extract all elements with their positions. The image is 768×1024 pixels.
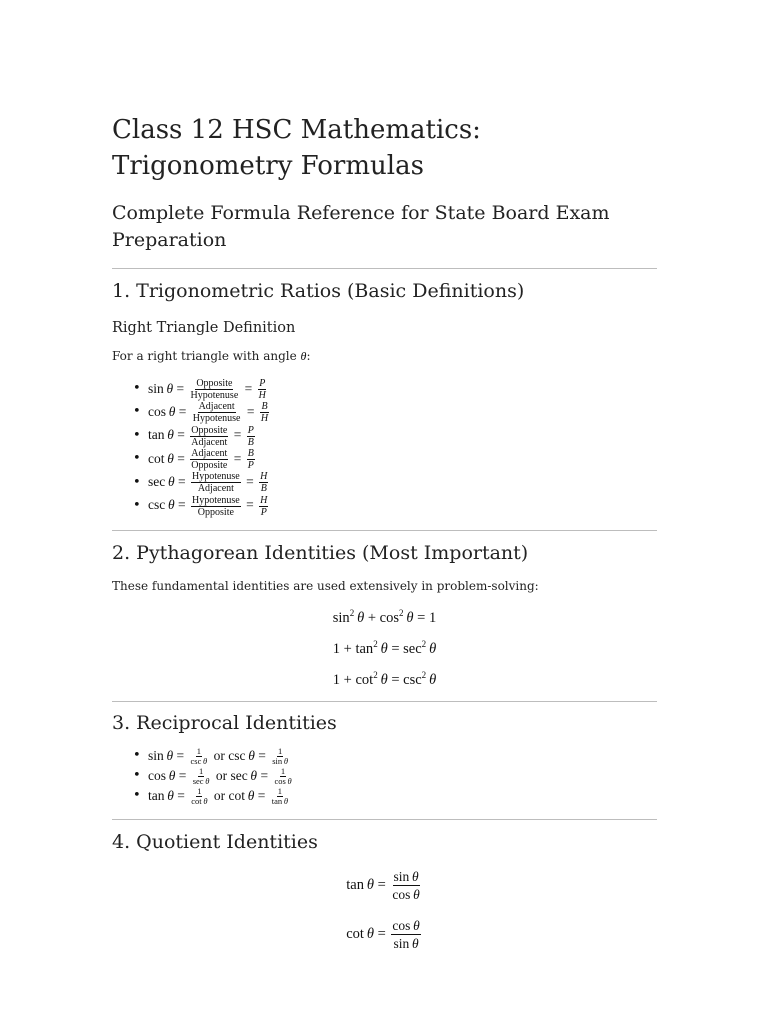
section-divider [112, 701, 657, 702]
ratio-item: • cot θ = $\frac{\text{Adjacent}}{\text{Opposite}}$ = $\frac{B}{P}$ [133, 448, 254, 472]
quotient-identity: cot θ = $\frac{\text{cos θ}}{\text{sin θ}}$ [346, 918, 420, 952]
section-2-heading: 2. Pythagorean Identities (Most Important) [112, 542, 529, 564]
reciprocal-item: • sin θ = $\frac{1}{\text{csc θ}}$ or csc θ = $\frac{1}{\text{sin θ}}$ [133, 746, 289, 767]
reciprocal-list [112, 746, 295, 806]
ratio-item: • sec θ = $\frac{\text{Hypotenuse}}{\text{Adjacent}}$ = $\frac{H}{B}$ [133, 471, 268, 495]
section-divider [112, 530, 657, 531]
section-divider [112, 268, 657, 269]
section-2-intro: These fundamental identities are used extensively in problem-solving: [112, 579, 539, 593]
pythagorean-identity: $\sin^2 \theta + \cos^2 \theta = 1$ [332, 608, 437, 626]
page-title: Class 12 HSC Mathematics: Trigonometry Formulas [112, 115, 481, 181]
section-1-heading: 1. Trigonometric Ratios (Basic Definitions) [112, 280, 525, 302]
section-1-subheading: Right Triangle Definition [112, 320, 296, 336]
pythagorean-identity: $1 + \tan^2 \theta = \sec^2 \theta$ [332, 639, 437, 657]
ratio-item: • cos θ = $\frac{\text{Adjacent}}{\text{Hypotenuse}}$ = $\frac{B}{H}$ [133, 401, 269, 425]
section-divider [112, 819, 657, 820]
page-subtitle: Complete Formula Reference for State Board Exam Preparation [112, 202, 610, 251]
section-1-intro: For a right triangle with angle θ: [112, 349, 311, 363]
ratio-list [112, 377, 271, 517]
section-3-heading: 3. Reciprocal Identities [112, 712, 337, 734]
quotient-identity: tan θ = $\frac{\text{sin θ}}{\text{cos θ}}$ [346, 869, 420, 903]
pythagorean-identity: $1 + \cot^2 \theta = \csc^2 \theta$ [332, 670, 437, 688]
reciprocal-item: • tan θ = $\frac{1}{\text{cot θ}}$ or cot θ = $\frac{1}{\text{tan θ}}$ [133, 786, 288, 807]
section-4-heading: 4. Quotient Identities [112, 831, 318, 853]
ratio-item: • tan θ = $\frac{\text{Opposite}}{\text{Adjacent}}$ = $\frac{P}{B}$ [133, 424, 254, 448]
ratio-item: • sin θ = $\frac{\text{Opposite}}{\text{Hypotenuse}}$ = $\frac{P}{H}$ [133, 377, 266, 401]
ratio-item: • csc θ = $\frac{\text{Hypotenuse}}{\text{Opposite}}$ = $\frac{H}{P}$ [133, 494, 268, 518]
reciprocal-item: • cos θ = $\frac{1}{\text{sec θ}}$ or sec θ = $\frac{1}{\text{cos θ}}$ [133, 766, 292, 787]
